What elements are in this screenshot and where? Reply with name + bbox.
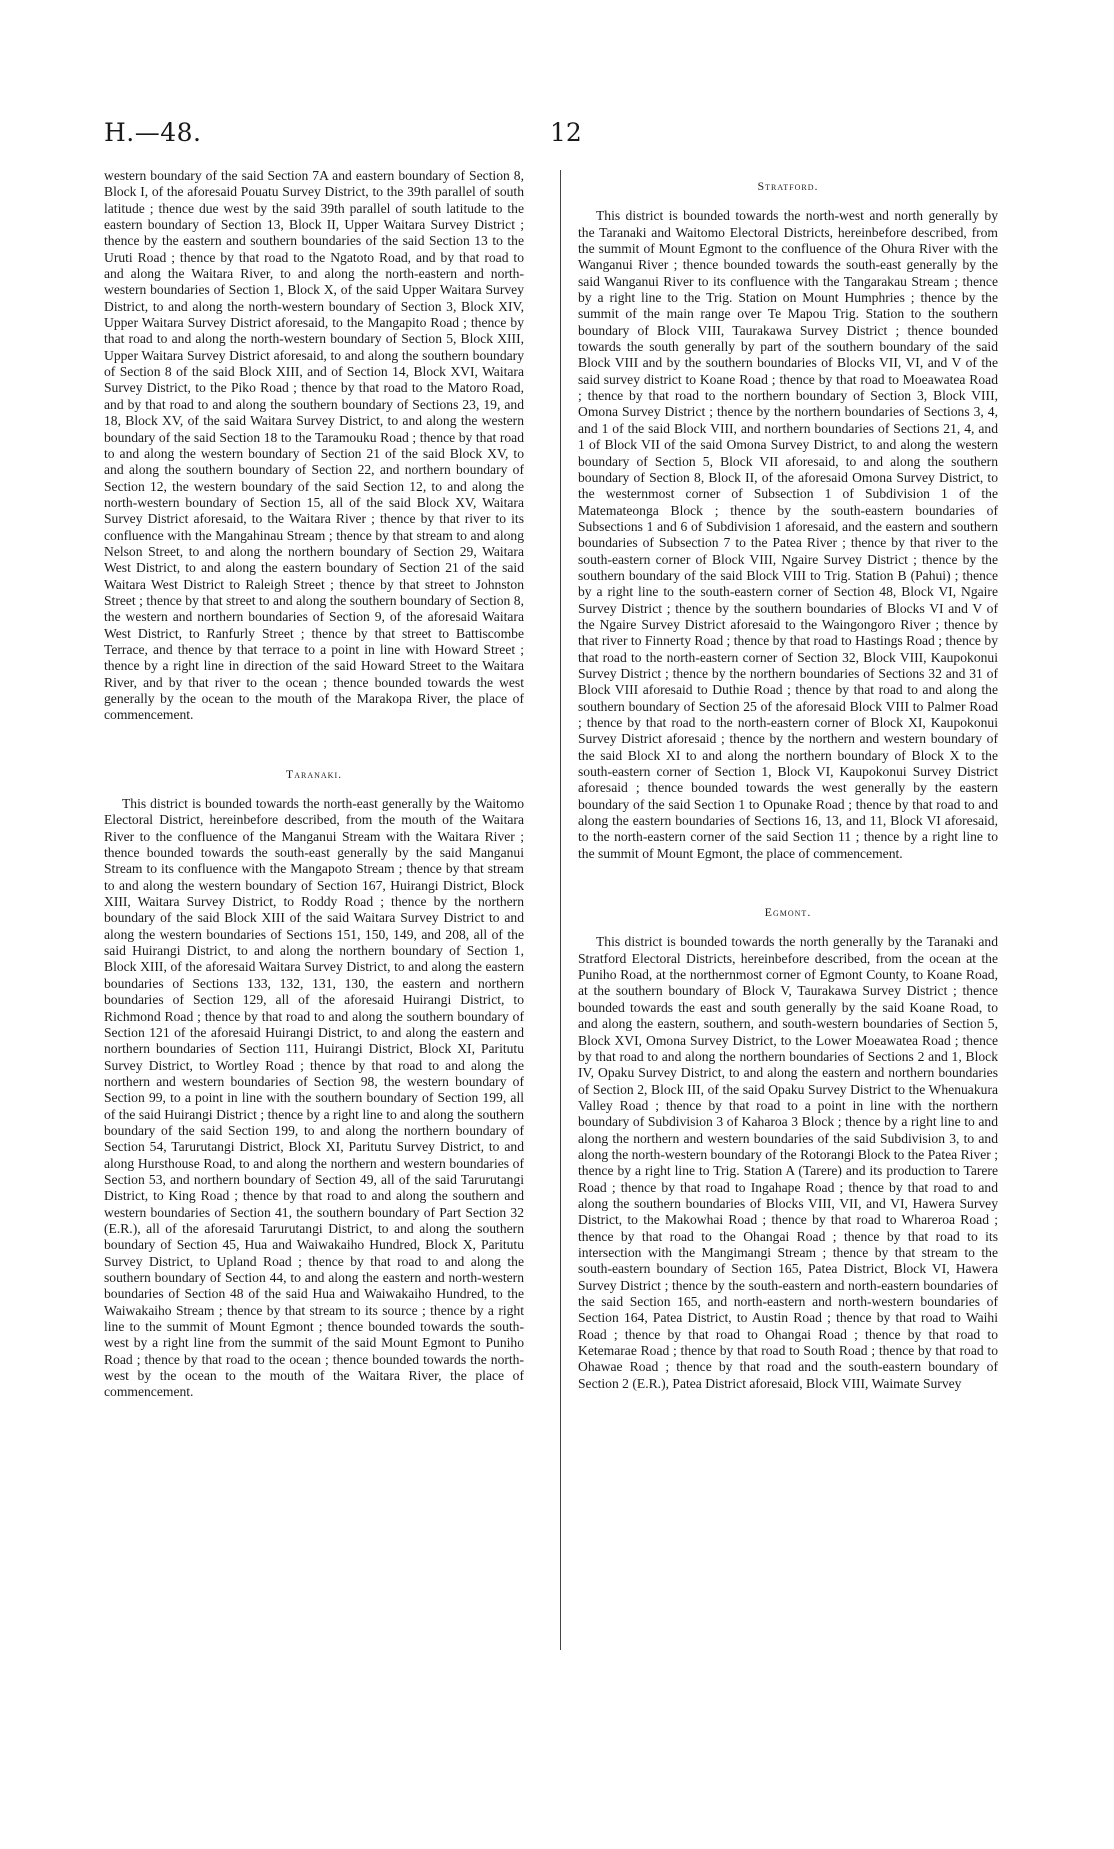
continuation-paragraph: western boundary of the said Section 7A and eastern boundary of Section 8, Block I, of the aforesaid Pouatu Survey District, to the 39th parallel of south latitude ; thence due west by the said 39th parallel of south latitude to the eastern boundary of Section 13, Block II, Upper Waitara Survey District ; thence by the eastern and southern boundaries of the said Section 13 to the Uruti Road ; thence by that road to the Ngatoto Road, and by that road to and along the Waitara River, to and along the north-eastern and north-western boundaries of Section 1, Block X, of the said Upper Waitara Survey District, to and along the north-western boundary of Section 3, Block XIV, Upper Waitara Survey District aforesaid, to the Mangapito Road ; thence by that road to and along the north-western boundary of Section 5, Block XIII, Upper Waitara Survey District aforesaid, to and along the southern boundary of Section 8 of the said Block XIII, and of Section 14, Block XVI, Waitara Survey District, to the Piko Road ; thence by that road to the Matoro Road, and by that road to and along the southern boundary of Sections 23, 19, and 18, Block XV, of the said Waitara Survey District, to and along the western boundary of the said Section 18 to the Taramouku Road ; thence by that road to and along the western boundary of Section 21 of the said Block XV, to and along the southern boundary of Section 22, and northern boundary of Section 12, the western boundary of the said Section 12, to and along the north-western boundary of Section 15, all of the said Block XV, Waitara Survey District aforesaid, to the Waitara River ; thence by that river to its confluence with the Mangahinau Stream ; thence by that stream to and along Nelson Street, to and along the northern boundary of Section 29, Waitara West District, to and along the eastern boundary of Section 21 of the said Waitara West District to Raleigh Street ; thence by that street to Johnston Street ; thence by that street to and along the southern boundary of Section 8, the western and northern boundaries of Section 9, of the aforesaid Waitara West District, to Ranfurly Street ; thence by that street to Battiscombe Terrace, and thence by that terrace to a point in line with Howard Street ; thence by a right line in direction of the said Howard Street to the Waitara River, and by that river to the ocean ; thence bounded towards the west generally by the ocean to the mouth of the Marakopa River, the place of commencement. (104, 168, 524, 723)
section-heading-taranaki: Taranaki. (285, 766, 343, 781)
column-divider (560, 170, 561, 1650)
right-column (578, 178, 998, 1392)
taranaki-paragraph: This district is bounded towards the north-east generally by the Waitomo Electoral District, hereinbefore described, from the mouth of the Waitara River to the confluence of the Manganui Stream with the Waitara River ; thence bounded towards the south-east generally by the said Manganui Stream to its confluence with the Mangapoto Stream ; thence by that stream to and along the western boundary of Section 167, Huirangi District, Block XIII, Waitara Survey District, to Roddy Road ; thence by the northern boundary of the said Block XIII of the said Waitara Survey District to and along the western boundaries of Sections 151, 150, 149, and 208, all of the said Huirangi District, to and along the northern boundary of Section 1, Block XIII, of the aforesaid Waitara Survey District, to and along the eastern boundaries of Sections 133, 132, 131, 130, the eastern and northern boundaries of Section 129, all of the aforesaid Huirangi District, to Richmond Road ; thence by that road to and along the southern boundary of Section 121 of the aforesaid Huirangi District, to and along the eastern and northern boundaries of Section 111, Huirangi District, Block XI, Paritutu Survey District, to Wortley Road ; thence by that road to and along the northern and western boundaries of Section 98, the western boundary of Section 99, to a point in line with the southern boundary of Section 199, all of the said Huirangi District ; thence by a right line to and along the southern boundary of the said Section 199, to and along the northern boundary of Section 54, Tarurutangi District, Block XI, Paritutu Survey District, to and along Hursthouse Road, to and along the northern and western boundaries of Section 53, and northern boundary of Section 49, all of the said Tarurutangi District, to King Road ; thence by that road to and along the southern and western boundaries of Section 41, the southern boundary of Part Section 32 (E.R.), all of the aforesaid Tarurutangi District, to and along the southern boundary of Section 45, Hua and Waiwakaiho Hundred, Block X, Paritutu Survey District, to Upland Road ; thence by that road to and along the southern boundary of Section 44, to and along the eastern and north-western boundaries of Section 48 of the said Hua and Waiwakaiho Hundred, to the Waiwakaiho Stream ; thence by that stream to its source ; thence by a right line to the summit of Mount Egmont ; thence bounded towards the south-west by a right line from the summit of the said Mount Egmont to Puniho Road ; thence by that road to the ocean ; thence bounded towards the north-west by the ocean to the mouth of the Waitara River, the place of commencement. (104, 796, 524, 1400)
page-header (104, 118, 1004, 158)
document-reference: H.—48. (104, 118, 202, 147)
stratford-paragraph: This district is bounded towards the north-west and north generally by the Taranaki and Waitomo Electoral Districts, hereinbefore described, from the summit of Mount Egmont to the confluence of the Ohura River with the Wanganui River ; thence bounded towards the south-east generally by the said Wanganui River to its confluence with the Tangarakau Stream ; thence by a right line to the Trig. Station on Mount Humphries ; thence by the summit of the main range over Te Mapou Trig. Station to the southern boundary of Block VIII, Taurakawa Survey District ; thence bounded towards the south generally by part of the southern boundary of the said Block VIII and by the southern boundaries of Blocks VII, VI, and V of the said survey district to Koane Road ; thence by that road to Moeawatea Road ; thence by that road to the northern boundary of Section 3, Block VIII, Omona Survey District ; thence by the northern boundaries of Sections 3, 4, and 1 of the said Block VIII, and northern boundaries of Sections 21, 4, and 1 of Block VII of the said Omona Survey District, to and along the western boundary of Section 5, Block VII aforesaid, to and along the southern boundary of Section 8, Block II, of the aforesaid Omona Survey District, to the westernmost corner of Subsection 1 of Subdivision 1 of the Matemateonga Block ; thence by the south-eastern boundaries of Subsections 1 and 6 of Subdivision 1 aforesaid, and the eastern and southern boundaries of Subsection 7 to the Patea River ; thence by that river to the south-eastern corner of Block VIII, Ngaire Survey District ; thence by the southern boundary of the said Block VIII to Trig. Station B (Pahui) ; thence by a right line to the south-eastern corner of Section 48, Block VI, Ngaire Survey District ; thence by the southern boundaries of Blocks VI and V of the Ngaire Survey District aforesaid to the Waingongoro River ; thence by that river to Finnerty Road ; thence by that road to Hastings Road ; thence by that road to the north-eastern corner of Section 32, Block VIII, Kaupokonui Survey District ; thence by the northern boundaries of Sections 32 and 31 of Block VIII aforesaid to Duthie Road ; thence by that road to and along the southern boundary of Section 25 of the aforesaid Block VIII to Palmer Road ; thence by that road to the north-eastern corner of Block XI, Kaupokonui Survey District aforesaid ; thence by the northern and western boundary of the said Block XI to and along the northern boundary of Block X to the south-eastern corner of Section 1, Block VI, Kaupokonui Survey District aforesaid ; thence bounded towards the west generally by the eastern boundary of the said Section 1 to Opunake Road ; thence by that road to and along the eastern boundaries of Sections 16, 13, and 11, Block VI aforesaid, to the north-eastern corner of the said Section 11 ; thence by a right line to the summit of Mount Egmont, the place of commencement. (578, 208, 998, 861)
left-column (104, 168, 524, 1401)
section-heading-egmont: Egmont. (764, 905, 812, 920)
section-heading-stratford: Stratford. (757, 179, 819, 193)
page-number: 12 (550, 118, 582, 147)
egmont-paragraph: This district is bounded towards the north generally by the Taranaki and Stratford Electoral Districts, hereinbefore described, from the ocean at the Puniho Road, at the northernmost corner of Egmont County, to Koane Road, at the southern boundary of Block V, Taurakawa Survey District ; thence bounded towards the east and south generally by the said Koane Road, to and along the eastern, southern, and south-western boundaries of Section 5, Block XVI, Omona Survey District, to the Lower Moeawatea Road ; thence by that road to and along the northern boundaries of Sections 2 and 1, Block IV, Opaku Survey District, to and along the eastern and northern boundaries of Section 2, Block III, of the said Opaku Survey District to the Whenuakura Valley Road ; thence by that road to a point in line with the northern boundary of Subdivision 3 of Kaharoa 3 Block ; thence by a right line to and along the northern and western boundaries of the said Subdivision 3, to and along the north-western boundary of the Rotorangi Block to the Patea River ; thence by a right line to Trig. Station A (Tarere) and its production to Tarere Road ; thence by that road to Ingahape Road ; thence by that road to and along the southern boundaries of Blocks VIII, VII, and VI, Hawera Survey District, to the Makowhai Road ; thence by that road to Whareroa Road ; thence by that road to the Ohangai Road ; thence by that road to its intersection with the Mangimangi Stream ; thence by that stream to the south-eastern boundary of Section 165, Patea District, Block VI, Hawera Survey District ; thence by the south-eastern and north-eastern boundaries of the said Section 165, and north-eastern and north-western boundaries of Section 164, Patea District, to Austin Road ; thence by that road to Waihi Road ; thence by that road to Ohangai Road ; thence by that road to Ketemarae Road ; thence by that road to South Road ; thence by that road to Ohawae Road ; thence by that road and the south-eastern boundary of Section 2 (E.R.), Patea District aforesaid, Block VIII, Waimate Survey (578, 934, 998, 1391)
